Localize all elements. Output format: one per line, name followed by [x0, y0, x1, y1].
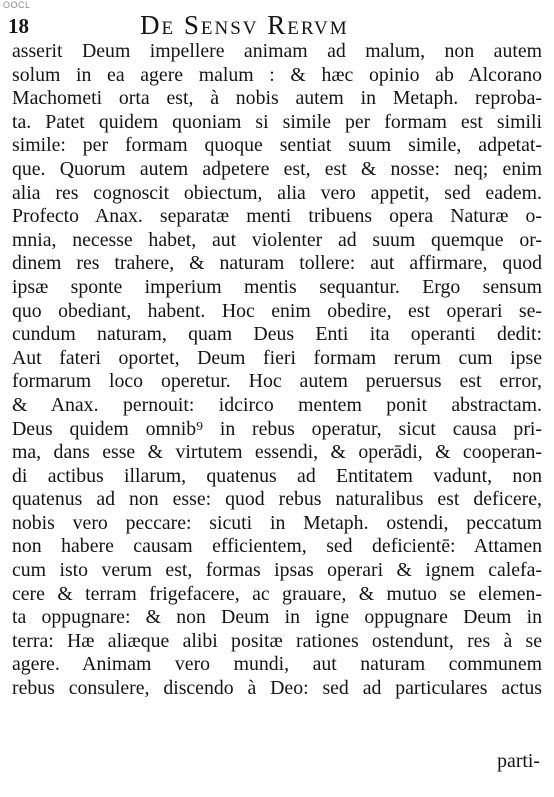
text-line: ipsæ sponte imperium mentis sequantur. Ergo sensum	[12, 275, 542, 298]
body-text	[12, 40, 542, 701]
text-line: nobis vero peccare: sicuti in Metaph. ostendi, peccatum	[12, 511, 542, 534]
text-line: cum isto verum est, formas ipsas operari & ignem calefa-	[12, 559, 542, 582]
text-line: mnia, necesse habet, aut violenter ad suum quemque or-	[12, 228, 542, 251]
text-line: cundum naturam, quam Deus Enti ita operanti dedit:	[12, 323, 542, 346]
text-line: quatenus ad non esse: quod rebus naturalibus est deficere,	[12, 488, 542, 511]
watermark-text: OOCL	[3, 0, 31, 10]
text-line: alia res cognoscit obiectum, alia vero appetit, sed eadem.	[12, 181, 542, 204]
text-line: rebus consulere, discendo à Deo: sed ad particulares actus	[12, 677, 542, 700]
text-line: formarum loco operetur. Hoc autem peruersus est error,	[12, 370, 542, 393]
text-line: Aut fateri oportet, Deum fieri formam rerum cum ipse	[12, 346, 542, 369]
text-line: non habere causam efficientem, sed deficientē: Attamen	[12, 535, 542, 558]
text-line: agere. Animam vero mundi, aut naturam communem	[12, 653, 542, 676]
text-line: terra: Hæ aliæque alibi positæ rationes ostendunt, res à se	[12, 629, 542, 652]
page-header	[8, 10, 528, 40]
text-line: Deus quidem omnib⁹ in rebus operatur, sicut causa pri-	[12, 417, 542, 440]
text-line: simile: per formam quoque sentiat suum simile, adpetat-	[12, 134, 542, 157]
text-line: Machometi orta est, à nobis autem in Metaph. reproba-	[12, 87, 542, 110]
text-line: quo obediant, habent. Hoc enim obedire, est operari se-	[12, 299, 542, 322]
catchword: parti-	[497, 750, 540, 772]
text-line: & Anax. pernouit: idcirco mentem ponit abstractam.	[12, 393, 542, 416]
text-line: Profecto Anax. separatæ menti tribuens opera Naturæ o-	[12, 205, 542, 228]
text-line: cere & terram frigefacere, ac grauare, & mutuo se elemen-	[12, 582, 542, 605]
text-line: ta. Patet quidem quoniam si simile per formam est simili	[12, 110, 542, 133]
text-line: ma, dans esse & virtutem essendi, & operādi, & cooperan-	[12, 441, 542, 464]
text-line: di actibus illarum, quatenus ad Entitatem vadunt, non	[12, 464, 542, 487]
text-line: solum in ea agere malum : & hæc opinio ab Alcorano	[12, 63, 542, 86]
text-line: asserit Deum impellere animam ad malum, non autem	[12, 40, 542, 62]
text-line: ta oppugnare: & non Deum in igne oppugnare Deum in	[12, 606, 542, 629]
text-line: que. Quorum autem adpetere est, est & nosse: neq; enim	[12, 157, 542, 180]
text-line: dinem res trahere, & naturam tollere: aut affirmare, quod	[12, 252, 542, 275]
page-number: 18	[8, 14, 29, 38]
running-title: De Sensv Rervm	[140, 10, 349, 40]
